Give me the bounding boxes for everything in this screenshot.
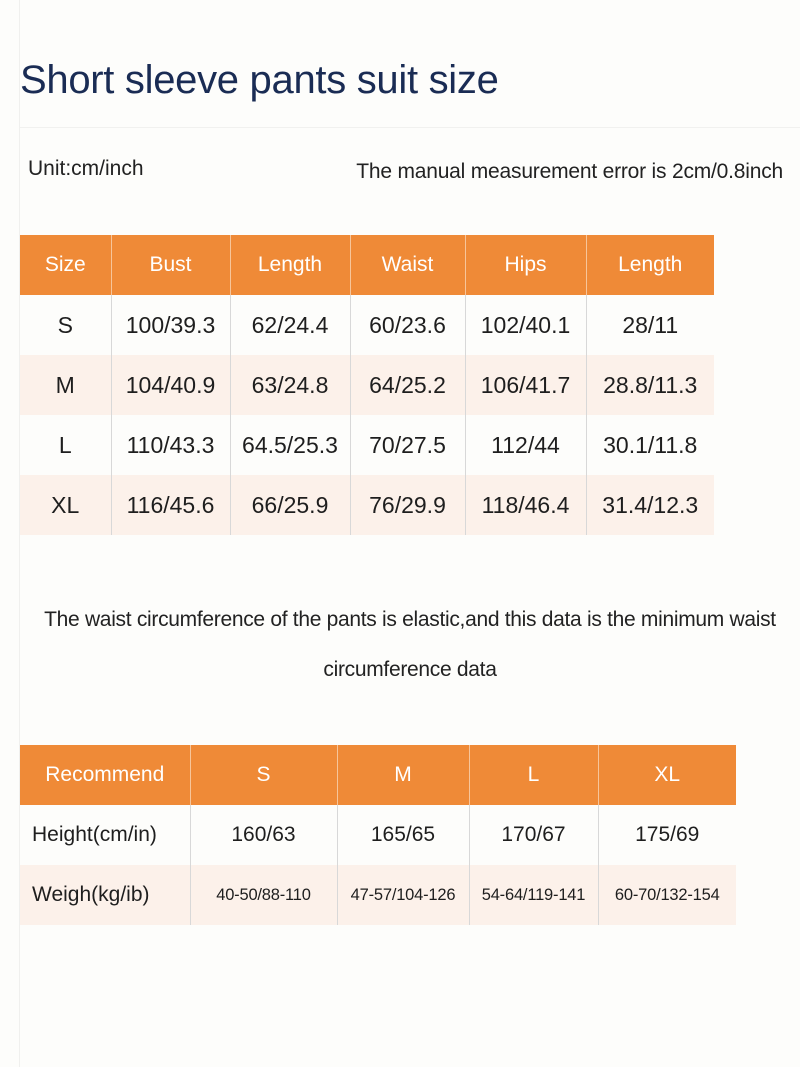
- top-length-cell: 66/25.9: [230, 475, 350, 535]
- waist-cell: 70/27.5: [350, 415, 465, 475]
- top-length-cell: 63/24.8: [230, 355, 350, 415]
- pants-length-cell: 30.1/11.8: [603, 431, 698, 458]
- header-recommend: Recommend: [20, 745, 190, 805]
- header-size-s: S: [190, 745, 337, 805]
- pants-length-cell: 28/11: [622, 311, 679, 338]
- title-divider: [20, 127, 800, 128]
- top-length-cell: 64.5/25.3: [230, 415, 350, 475]
- header-waist: Waist: [350, 235, 465, 295]
- bust-cell: 116/45.6: [111, 475, 230, 535]
- weight-xl-cell: 60-70/132-154: [598, 865, 736, 925]
- height-label: Height(cm/in): [20, 805, 190, 865]
- waist-cell: 60/23.6: [350, 295, 465, 355]
- height-s-cell: 160/63: [190, 805, 337, 865]
- unit-label: Unit:cm/inch: [28, 157, 144, 180]
- recommend-table: [20, 745, 736, 925]
- top-length-cell: 62/24.4: [230, 295, 350, 355]
- weight-label: Weigh(kg/ib): [20, 865, 190, 925]
- header-bust: Bust: [111, 235, 230, 295]
- waist-cell: 64/25.2: [350, 355, 465, 415]
- recommend-header-row: [20, 745, 736, 805]
- waist-note-line-1: The waist circumference of the pants is elastic,and this data is the minimum waist: [44, 608, 776, 631]
- size-cell: L: [20, 415, 111, 475]
- bust-cell: 110/43.3: [111, 415, 230, 475]
- measurement-error-note: The manual measurement error is 2cm/0.8inch: [356, 160, 783, 183]
- weight-s-cell: 40-50/88-110: [190, 865, 337, 925]
- height-l-cell: 170/67: [469, 805, 598, 865]
- size-cell: XL: [20, 475, 111, 535]
- bust-cell: 104/40.9: [111, 355, 230, 415]
- size-table-header-row: [20, 235, 714, 295]
- header-size-m: M: [337, 745, 469, 805]
- pants-length-cell: 28.8/11.3: [586, 355, 714, 415]
- waist-note-line-2: circumference data: [323, 658, 497, 681]
- table-row: [20, 415, 714, 475]
- hips-cell: 102/40.1: [465, 295, 586, 355]
- header-top-length: Length: [230, 235, 350, 295]
- table-row: [20, 355, 714, 415]
- header-size: Size: [20, 235, 111, 295]
- height-xl-cell: 175/69: [635, 823, 700, 846]
- header-pants-length: Length: [586, 235, 714, 295]
- hips-cell: 118/46.4: [465, 475, 586, 535]
- hips-cell: 106/41.7: [465, 355, 586, 415]
- table-row: [20, 805, 736, 865]
- table-row: [20, 295, 714, 355]
- hips-cell: 112/44: [465, 415, 586, 475]
- size-cell: M: [20, 355, 111, 415]
- table-row: [20, 865, 736, 925]
- height-m-cell: 165/65: [337, 805, 469, 865]
- bust-cell: 100/39.3: [111, 295, 230, 355]
- pants-length-cell: 31.4/12.3: [586, 475, 714, 535]
- waist-cell: 76/29.9: [350, 475, 465, 535]
- header-hips: Hips: [465, 235, 586, 295]
- page-title: Short sleeve pants suit size: [20, 58, 499, 102]
- weight-l-cell: 54-64/119-141: [469, 865, 598, 925]
- size-cell: S: [20, 295, 111, 355]
- header-size-xl: XL: [598, 745, 736, 805]
- size-table: [20, 235, 714, 535]
- table-row: [20, 475, 714, 535]
- header-size-l: L: [469, 745, 598, 805]
- weight-m-cell: 47-57/104-126: [337, 865, 469, 925]
- waist-elastic-note: [20, 595, 800, 695]
